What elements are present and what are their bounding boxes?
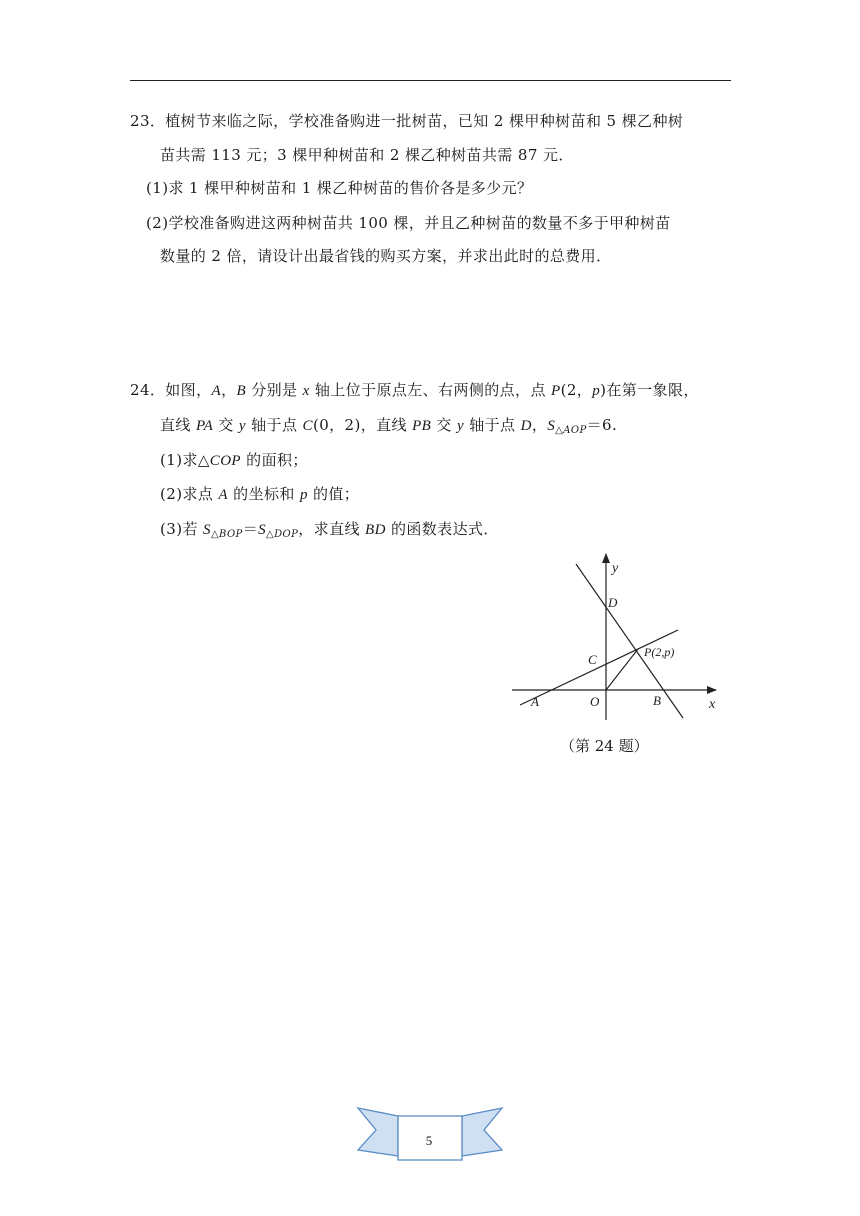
q24-figure <box>500 548 740 728</box>
q24-part1: (1)求△COP 的面积； <box>160 451 308 469</box>
q24-part3: (3)若 $S_{\triangle BOP}=S_{\triangle DOP}$，求直线 BD 的函数表达式． <box>160 520 499 540</box>
q24-part2: (2)求点 A 的坐标和 p 的值； <box>160 485 360 503</box>
page-number: 5 <box>425 1133 433 1148</box>
label-d: D <box>608 595 618 610</box>
segment-op <box>606 649 638 690</box>
q23-line1: 23．植树节来临之际，学校准备购进一批树苗，已知 2 棵甲种树苗和 5 棵乙种树 <box>130 112 684 130</box>
label-a: A <box>531 694 539 709</box>
label-b: B <box>653 693 661 708</box>
figure-caption: （第 24 题） <box>560 737 649 755</box>
header-rule <box>130 80 731 81</box>
q24-line2: 直线 PA 交 y 轴于点 C(0，2)，直线 PB 交 y 轴于点 D，$S_{\triangle AOP}=6$. <box>160 416 618 436</box>
q23-line2: 苗共需 113 元；3 棵甲种树苗和 2 棵乙种树苗共需 87 元． <box>160 146 574 164</box>
label-y: y <box>612 561 619 576</box>
q23-part2-line1: (2)学校准备购进这两种树苗共 100 棵，并且乙种树苗的数量不多于甲种树苗 <box>146 214 671 232</box>
q23-part2-line2: 数量的 2 倍，请设计出最省钱的购买方案，并求出此时的总费用． <box>160 247 612 265</box>
q24-line1: 24．如图，A，B 分别是 x 轴上位于原点左、右两侧的点，点 P(2，p)在第一象限， <box>130 381 699 399</box>
label-p: P(2,p) <box>644 645 675 659</box>
label-c: C <box>588 652 597 667</box>
label-x: x <box>709 697 716 712</box>
q23-part1: (1)求 1 棵甲种树苗和 1 棵乙种树苗的售价各是多少元？ <box>146 179 533 197</box>
label-o: O <box>590 694 600 709</box>
